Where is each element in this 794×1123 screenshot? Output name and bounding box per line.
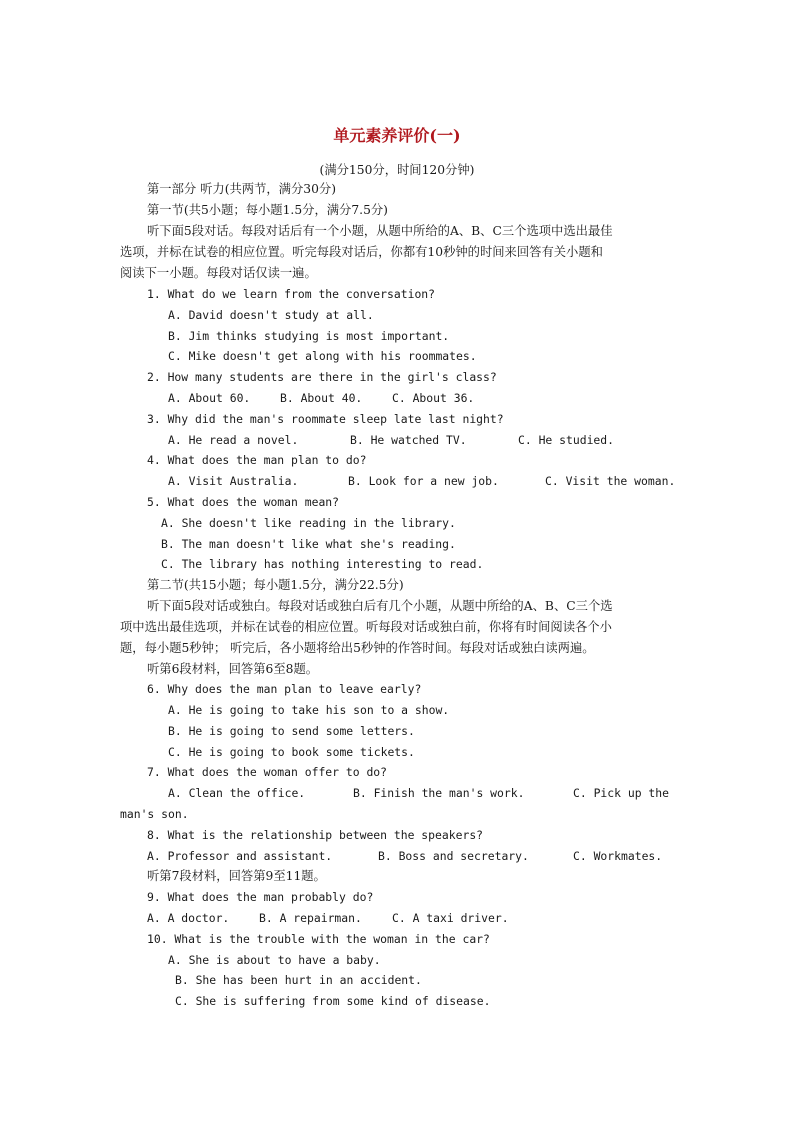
q2-option-a: A. About 60. xyxy=(168,391,251,405)
q5-stem: 5. What does the woman mean? xyxy=(147,495,340,509)
q8-option-c: C. Workmates. xyxy=(573,849,663,863)
q6-option-b: B. He is going to send some letters. xyxy=(168,724,415,738)
part1-heading: 第一部分 听力(共两节，满分30分) xyxy=(147,182,337,196)
page-title: 单元素养评价(一) xyxy=(333,126,461,145)
q10-stem: 10. What is the trouble with the woman in the car? xyxy=(147,932,490,946)
q10-option-b: B. She has been hurt in an accident. xyxy=(175,973,422,987)
q10-option-c: C. She is suffering from some kind of disease. xyxy=(175,994,491,1008)
section1-instructions-line1: 听下面5段对话。每段对话后有一个小题，从题中所给的A、B、C三个选项中选出最佳 xyxy=(147,224,613,238)
q4-option-a: A. Visit Australia. xyxy=(168,474,299,488)
q7-option-a: A. Clean the office. xyxy=(168,786,306,800)
q7-option-c-continued: man's son. xyxy=(120,807,189,821)
section1-instructions-line3: 阅读下一小题。每段对话仅读一遍。 xyxy=(120,266,317,280)
q9-option-b: B. A repairman. xyxy=(259,911,362,925)
section2-instructions-line2: 项中选出最佳选项，并标在试卷的相应位置。听每段对话或独白前，你将有时间阅读各个小 xyxy=(120,620,612,634)
material6-note: 听第6段材料，回答第6至8题。 xyxy=(147,662,319,676)
q7-option-c: C. Pick up the xyxy=(573,786,670,800)
q5-option-c: C. The library has nothing interesting to read. xyxy=(161,557,484,571)
q1-option-c: C. Mike doesn't get along with his roommates. xyxy=(168,349,477,363)
q6-option-a: A. He is going to take his son to a show. xyxy=(168,703,450,717)
q2-stem: 2. How many students are there in the girl's class? xyxy=(147,370,497,384)
section2-instructions-line3: 题，每小题5秒钟； 听完后，各小题将给出5秒钟的作答时间。每段对话或独白读两遍。 xyxy=(120,641,595,655)
q3-option-c: C. He studied. xyxy=(518,433,615,447)
q7-option-b: B. Finish the man's work. xyxy=(353,786,525,800)
q5-option-a: A. She doesn't like reading in the library. xyxy=(161,516,456,530)
q3-stem: 3. Why did the man's roommate sleep late last night? xyxy=(147,412,504,426)
q9-stem: 9. What does the man probably do? xyxy=(147,890,374,904)
section2-instructions-line1: 听下面5段对话或独白。每段对话或独白后有几个小题，从题中所给的A、B、C三个选 xyxy=(147,599,613,613)
q2-option-b: B. About 40. xyxy=(280,391,363,405)
q6-option-c: C. He is going to book some tickets. xyxy=(168,745,415,759)
q9-option-a: A. A doctor. xyxy=(147,911,230,925)
q8-option-a: A. Professor and assistant. xyxy=(147,849,333,863)
q8-option-b: B. Boss and secretary. xyxy=(378,849,529,863)
q4-option-c: C. Visit the woman. xyxy=(545,474,676,488)
q8-stem: 8. What is the relationship between the speakers? xyxy=(147,828,484,842)
q1-option-b: B. Jim thinks studying is most important. xyxy=(168,329,450,343)
section1-heading: 第一节(共5小题；每小题1.5分，满分7.5分) xyxy=(147,203,388,217)
q3-option-b: B. He watched TV. xyxy=(350,433,467,447)
q4-option-b: B. Look for a new job. xyxy=(348,474,499,488)
q4-stem: 4. What does the man plan to do? xyxy=(147,453,367,467)
q1-option-a: A. David doesn't study at all. xyxy=(168,308,374,322)
q7-stem: 7. What does the woman offer to do? xyxy=(147,765,388,779)
q1-stem: 1. What do we learn from the conversation? xyxy=(147,287,436,301)
q5-option-b: B. The man doesn't like what she's reading. xyxy=(161,537,456,551)
score-time-note: (满分150分，时间120分钟) xyxy=(319,163,475,177)
material7-note: 听第7段材料，回答第9至11题。 xyxy=(147,869,326,883)
section1-instructions-line2: 选项，并标在试卷的相应位置。听完每段对话后，你都有10秒钟的时间来回答有关小题和 xyxy=(120,245,603,259)
q2-option-c: C. About 36. xyxy=(392,391,475,405)
q3-option-a: A. He read a novel. xyxy=(168,433,299,447)
q9-option-c: C. A taxi driver. xyxy=(392,911,509,925)
section2-heading: 第二节(共15小题；每小题1.5分，满分22.5分) xyxy=(147,578,404,592)
q10-option-a: A. She is about to have a baby. xyxy=(168,953,381,967)
q6-stem: 6. Why does the man plan to leave early? xyxy=(147,682,422,696)
